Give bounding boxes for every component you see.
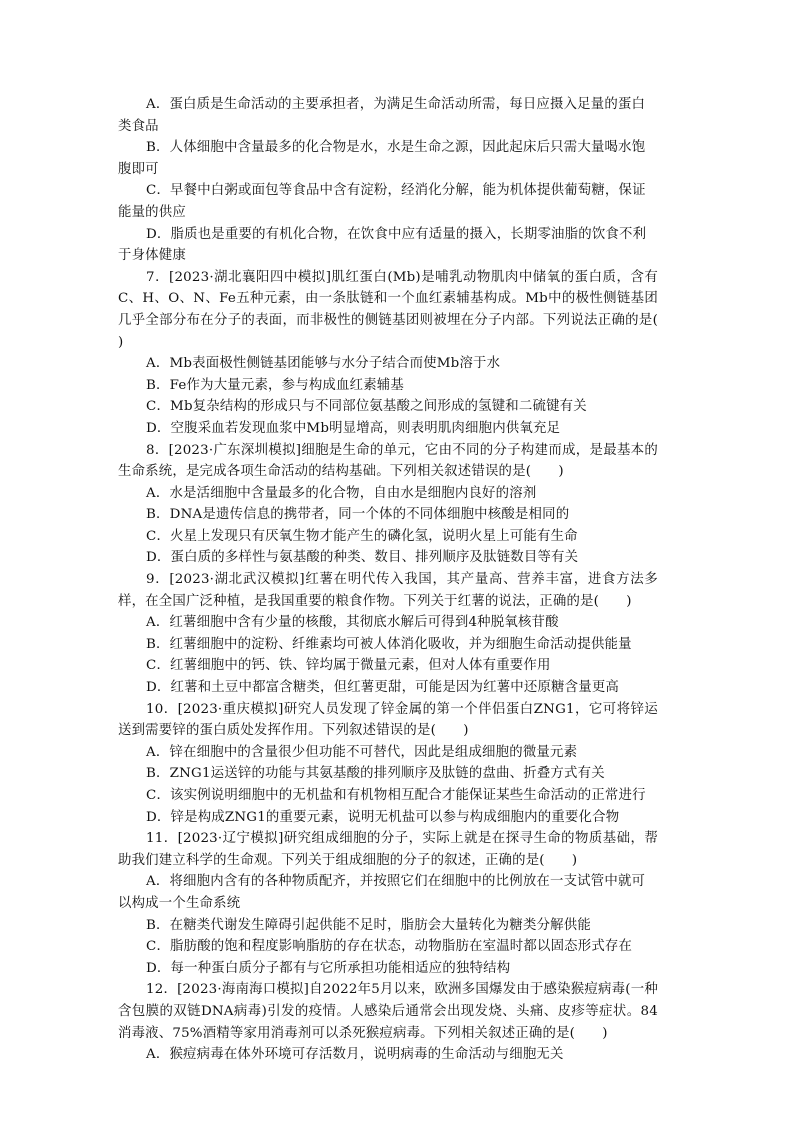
option-a: A．Mb表面极性侧链基团能够与水分子结合而使Mb溶于水 <box>146 356 501 372</box>
option-b: B．ZNG1运送锌的功能与其氨基酸的排列顺序及肽链的盘曲、折叠方式有关 <box>146 766 605 782</box>
question-11 <box>118 828 658 979</box>
question-stem: 8．[2023·广东深圳模拟]细胞是生命的单元，它由不同的分子构建而成，是最基本的生命系统，是完成各项生命活动的结构基础。下列相关叙述错误的是( ) <box>118 442 658 480</box>
option-c: C．红薯细胞中的钙、铁、锌均属于微量元素，但对人体有重要作用 <box>146 658 551 674</box>
option-b: B．红薯细胞中的淀粉、纤维素均可被人体消化吸收，并为细胞生命活动提供能量 <box>146 636 632 652</box>
option-b: B．Fe作为大量元素，参与构成血红素辅基 <box>146 377 404 393</box>
option-d: D．锌是构成ZNG1的重要元素，说明无机盐可以参与构成细胞内的重要化合物 <box>146 809 620 825</box>
option-c: C．火星上发现只有厌氧生物才能产生的磷化氢，说明火星上可能有生命 <box>146 528 578 544</box>
question-7 <box>118 267 686 440</box>
question-12 <box>118 979 658 1065</box>
q6-option-c: C．早餐中白粥或面包等食品中含有淀粉，经消化分解，能为机体提供葡萄糖，保证能量的供应 <box>118 183 646 220</box>
option-a: A．锌在细胞中的含量很少但功能不可替代，因此是组成细胞的微量元素 <box>146 744 578 760</box>
option-c: C．脂肪酸的饱和程度影响脂肪的存在状态，动物脂肪在室温时都以固态形式存在 <box>146 939 633 955</box>
question-stem: 11．[2023·辽宁模拟]研究组成细胞的分子，实际上就是在探寻生命的物质基础，帮助我们建立科学的生命观。下列关于组成细胞的分子的叙述，正确的是( ) <box>118 831 658 868</box>
question-stem: 7．[2023·湖北襄阳四中模拟]肌红蛋白(Mb)是哺乳动物肌肉中储氧的蛋白质，含有C、H、O、N、Fe五种元素，由一条肽链和一个血红素辅基构成。Mb中的极性侧链基团几乎全部分布在分子的表面，而非极性的侧链基团则被埋在分子内部。下列说法正确的是( ) <box>118 269 686 350</box>
question-stem: 10．[2023·重庆模拟]研究人员发现了锌金属的第一个伴侣蛋白ZNG1，它可将锌运送到需要锌的蛋白质处发挥作用。下列叙述错误的是( ) <box>118 701 658 739</box>
option-a: A．水是活细胞中含量最多的化合物，自由水是细胞内良好的溶剂 <box>146 485 537 501</box>
option-a: A．猴痘病毒在体外环境可存活数月，说明病毒的生命活动与细胞无关 <box>146 1047 564 1063</box>
option-a: A．将细胞内含有的各种物质配齐，并按照它们在细胞中的比例放在一支试管中就可以构成一个生命系统 <box>118 874 646 911</box>
q6-option-d: D．脂质也是重要的有机化合物，在饮食中应有适量的摄入，长期零油脂的饮食不利于身体健康 <box>118 226 647 264</box>
q6-option-a: A．蛋白质是生命活动的主要承担者，为满足生命活动所需，每日应摄入足量的蛋白类食品 <box>118 97 646 134</box>
question-stem: 12．[2023·海南海口模拟]自2022年5月以来，欧洲多国爆发由于感染猴痘病毒(一种含包膜的双链DNA病毒)引发的疫情。人感染后通常会出现发烧、头痛、皮疹等症状。84消毒液、75%酒精等家用消毒剂可以杀死猴痘病毒。下列相关叙述正确的是( ) <box>118 982 658 1041</box>
option-b: B．在糖类代谢发生障碍引起供能不足时，脂肪会大量转化为糖类分解供能 <box>146 917 591 933</box>
question-9 <box>118 569 658 699</box>
question-8 <box>118 440 658 570</box>
option-a: A．红薯细胞中含有少量的核酸，其彻底水解后可得到4种脱氧核苷酸 <box>146 615 559 631</box>
question-10 <box>118 699 658 829</box>
option-d: D．蛋白质的多样性与氨基酸的种类、数目、排列顺序及肽链数目等有关 <box>146 550 579 566</box>
q6-option-b: B．人体细胞中含量最多的化合物是水，水是生命之源，因此起床后只需大量喝水饱腹即可 <box>118 140 646 177</box>
option-c: C．Mb复杂结构的形成只与不同部位氨基酸之间形成的氢键和二硫键有关 <box>146 399 587 415</box>
option-d: D．红薯和土豆中都富含糖类，但红薯更甜，可能是因为红薯中还原糖含量更高 <box>146 680 620 696</box>
option-b: B．DNA是遗传信息的携带者，同一个体的不同体细胞中核酸是相同的 <box>146 507 570 523</box>
q6-options <box>118 94 658 267</box>
document-page <box>118 94 686 1066</box>
option-d: D．每一种蛋白质分子都有与它所承担功能相适应的独特结构 <box>146 960 511 976</box>
option-d: D．空腹采血若发现血浆中Mb明显增高，则表明肌肉细胞内供氧充足 <box>146 420 561 436</box>
option-c: C．该实例说明细胞中的无机盐和有机物相互配合才能保证某些生命活动的正常进行 <box>146 788 646 803</box>
question-stem: 9．[2023·湖北武汉模拟]红薯在明代传入我国，其产量高、营养丰富，进食方法多样，在全国广泛种植，是我国重要的粮食作物。下列关于红薯的说法，正确的是( ) <box>118 572 658 609</box>
